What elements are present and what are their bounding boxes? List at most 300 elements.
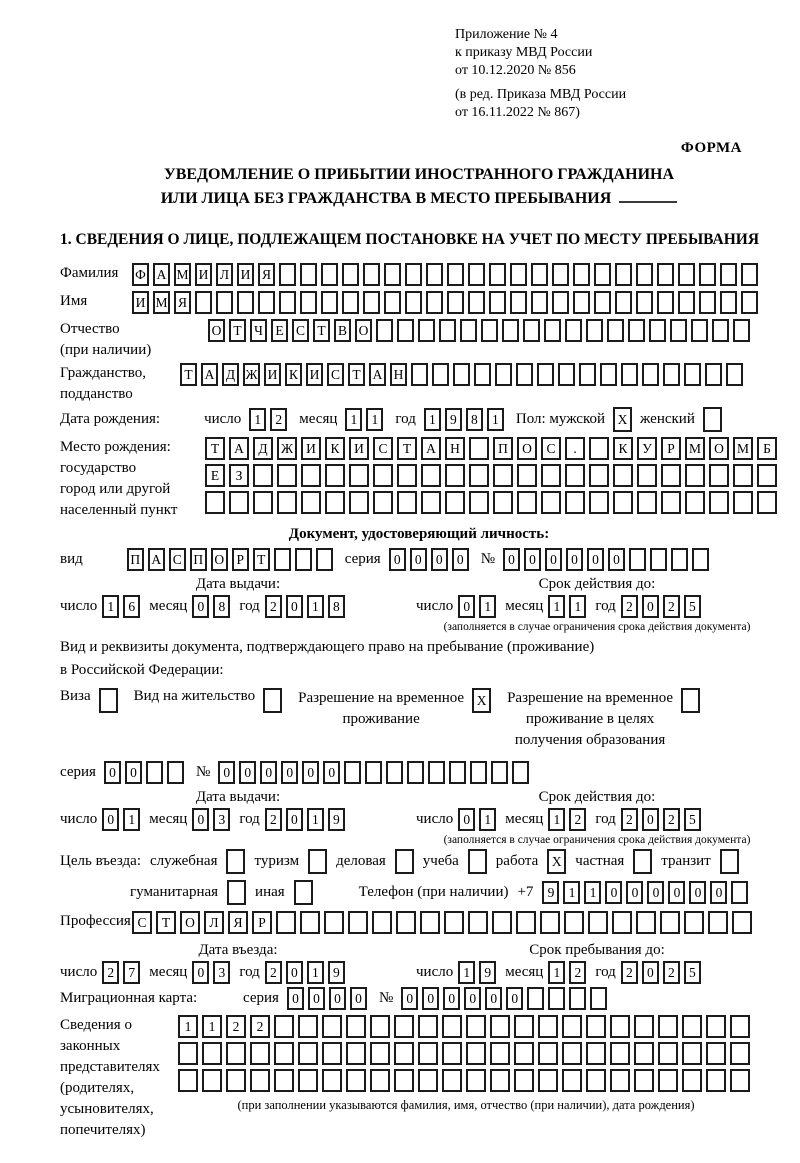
- cell[interactable]: 0: [689, 881, 706, 904]
- cell[interactable]: [322, 1015, 342, 1038]
- cell[interactable]: [384, 291, 401, 314]
- cell[interactable]: [636, 911, 656, 934]
- cell[interactable]: Р: [661, 437, 681, 460]
- cell[interactable]: [586, 1069, 606, 1092]
- cell[interactable]: [733, 464, 753, 487]
- cell[interactable]: [405, 291, 422, 314]
- cell[interactable]: [439, 319, 456, 342]
- cell[interactable]: 0: [587, 548, 604, 571]
- cell[interactable]: [442, 1015, 462, 1038]
- cell[interactable]: А: [421, 437, 441, 460]
- cell[interactable]: [490, 1069, 510, 1092]
- cell[interactable]: [720, 849, 739, 874]
- cell[interactable]: 0: [350, 987, 367, 1010]
- cell[interactable]: [741, 291, 758, 314]
- cell[interactable]: 3: [213, 808, 230, 831]
- cell[interactable]: 0: [464, 987, 481, 1010]
- cell[interactable]: [642, 363, 659, 386]
- cell[interactable]: [346, 1015, 366, 1038]
- cell[interactable]: 0: [218, 761, 235, 784]
- cell[interactable]: [552, 291, 569, 314]
- cell[interactable]: [558, 363, 575, 386]
- cell[interactable]: Д: [253, 437, 273, 460]
- cell[interactable]: 0: [302, 761, 319, 784]
- cell[interactable]: А: [229, 437, 249, 460]
- cell[interactable]: [517, 491, 537, 514]
- cell[interactable]: [466, 1015, 486, 1038]
- sex-female-checkbox[interactable]: [703, 407, 722, 432]
- cell[interactable]: [491, 761, 508, 784]
- cell[interactable]: [637, 491, 657, 514]
- cell[interactable]: [562, 1069, 582, 1092]
- cell[interactable]: [316, 548, 333, 571]
- cell[interactable]: [649, 319, 666, 342]
- purpose-transit-checkbox[interactable]: [720, 849, 739, 874]
- cell[interactable]: [733, 491, 753, 514]
- cell[interactable]: Т: [156, 911, 176, 934]
- cell[interactable]: 3: [213, 961, 230, 984]
- cell[interactable]: [636, 263, 653, 286]
- cell[interactable]: [634, 1042, 654, 1065]
- cell[interactable]: М: [174, 263, 191, 286]
- cell[interactable]: [250, 1069, 270, 1092]
- cell[interactable]: 8: [328, 595, 345, 618]
- cell[interactable]: [613, 464, 633, 487]
- cell[interactable]: [621, 363, 638, 386]
- cell[interactable]: [468, 911, 488, 934]
- cell[interactable]: 1: [102, 595, 119, 618]
- cell[interactable]: [421, 464, 441, 487]
- cell[interactable]: О: [709, 437, 729, 460]
- cell[interactable]: 2: [265, 595, 282, 618]
- cell[interactable]: [634, 1069, 654, 1092]
- cell[interactable]: [661, 491, 681, 514]
- cell[interactable]: [250, 1042, 270, 1065]
- cell[interactable]: [541, 464, 561, 487]
- cell[interactable]: 9: [542, 881, 559, 904]
- cell[interactable]: 5: [684, 595, 701, 618]
- cell[interactable]: П: [127, 548, 144, 571]
- cell[interactable]: [579, 363, 596, 386]
- cell[interactable]: [548, 987, 565, 1010]
- cell[interactable]: [298, 1015, 318, 1038]
- cell[interactable]: [277, 464, 297, 487]
- cell[interactable]: 8: [213, 595, 230, 618]
- cell[interactable]: М: [733, 437, 753, 460]
- cell[interactable]: [552, 263, 569, 286]
- cell[interactable]: [628, 319, 645, 342]
- cell[interactable]: [253, 464, 273, 487]
- cell[interactable]: [321, 291, 338, 314]
- cell[interactable]: [226, 1069, 246, 1092]
- cell[interactable]: [565, 491, 585, 514]
- cell[interactable]: [342, 263, 359, 286]
- cell[interactable]: [490, 1015, 510, 1038]
- cell[interactable]: [741, 263, 758, 286]
- cell[interactable]: С: [541, 437, 561, 460]
- cell[interactable]: [681, 688, 700, 713]
- cell[interactable]: [395, 849, 414, 874]
- cell[interactable]: [407, 761, 424, 784]
- cell[interactable]: 0: [647, 881, 664, 904]
- cell[interactable]: [538, 1015, 558, 1038]
- cell[interactable]: [325, 464, 345, 487]
- cell[interactable]: [394, 1069, 414, 1092]
- cell[interactable]: [229, 491, 249, 514]
- cell[interactable]: [421, 491, 441, 514]
- cell[interactable]: 0: [566, 548, 583, 571]
- cell[interactable]: [274, 1042, 294, 1065]
- cell[interactable]: 1: [458, 961, 475, 984]
- cell[interactable]: П: [190, 548, 207, 571]
- cell[interactable]: Б: [757, 437, 777, 460]
- cell[interactable]: К: [613, 437, 633, 460]
- cell[interactable]: 0: [458, 595, 475, 618]
- cell[interactable]: [298, 1042, 318, 1065]
- cell[interactable]: М: [153, 291, 170, 314]
- cell[interactable]: 0: [287, 987, 304, 1010]
- cell[interactable]: [562, 1042, 582, 1065]
- cell[interactable]: [706, 1015, 726, 1038]
- cell[interactable]: [615, 263, 632, 286]
- cell[interactable]: [376, 319, 393, 342]
- cell[interactable]: [594, 291, 611, 314]
- cell[interactable]: Ж: [243, 363, 260, 386]
- cell[interactable]: [615, 291, 632, 314]
- purpose-business-checkbox[interactable]: [395, 849, 414, 874]
- cell[interactable]: [277, 491, 297, 514]
- cell[interactable]: Д: [222, 363, 239, 386]
- cell[interactable]: [636, 291, 653, 314]
- cell[interactable]: 1: [307, 595, 324, 618]
- purpose-private-checkbox[interactable]: [633, 849, 652, 874]
- cell[interactable]: А: [148, 548, 165, 571]
- cell[interactable]: Т: [229, 319, 246, 342]
- cell[interactable]: X: [547, 849, 566, 874]
- cell[interactable]: [658, 1069, 678, 1092]
- cell[interactable]: [370, 1042, 390, 1065]
- cell[interactable]: [411, 363, 428, 386]
- cell[interactable]: [492, 911, 512, 934]
- cell[interactable]: 2: [270, 408, 287, 431]
- cell[interactable]: 0: [642, 595, 659, 618]
- cell[interactable]: [512, 761, 529, 784]
- cell[interactable]: [569, 987, 586, 1010]
- cell[interactable]: [703, 407, 722, 432]
- cell[interactable]: 1: [548, 808, 565, 831]
- cell[interactable]: [418, 1042, 438, 1065]
- cell[interactable]: X: [613, 407, 632, 432]
- cell[interactable]: 2: [621, 961, 638, 984]
- cell[interactable]: [588, 911, 608, 934]
- cell[interactable]: 1: [249, 408, 266, 431]
- cell[interactable]: С: [292, 319, 309, 342]
- cell[interactable]: Я: [174, 291, 191, 314]
- cell[interactable]: 0: [503, 548, 520, 571]
- cell[interactable]: С: [169, 548, 186, 571]
- cell[interactable]: [365, 761, 382, 784]
- cell[interactable]: [757, 464, 777, 487]
- cell[interactable]: [613, 491, 633, 514]
- cell[interactable]: [460, 319, 477, 342]
- cell[interactable]: [730, 1015, 750, 1038]
- cell[interactable]: [527, 987, 544, 1010]
- cell[interactable]: [502, 319, 519, 342]
- cell[interactable]: 2: [663, 961, 680, 984]
- cell[interactable]: 1: [563, 881, 580, 904]
- cell[interactable]: [258, 291, 275, 314]
- cell[interactable]: [489, 263, 506, 286]
- cell[interactable]: [167, 761, 184, 784]
- cell[interactable]: 0: [260, 761, 277, 784]
- cell[interactable]: [468, 849, 487, 874]
- cell[interactable]: [523, 319, 540, 342]
- cell[interactable]: [709, 491, 729, 514]
- cell[interactable]: 1: [178, 1015, 198, 1038]
- cell[interactable]: [565, 464, 585, 487]
- cell[interactable]: [586, 319, 603, 342]
- cell[interactable]: 0: [642, 961, 659, 984]
- cell[interactable]: Т: [397, 437, 417, 460]
- cell[interactable]: [629, 548, 646, 571]
- cell[interactable]: 8: [466, 408, 483, 431]
- cell[interactable]: [216, 291, 233, 314]
- cell[interactable]: Т: [313, 319, 330, 342]
- cell[interactable]: 0: [239, 761, 256, 784]
- purpose-tourism-checkbox[interactable]: [308, 849, 327, 874]
- cell[interactable]: 1: [569, 595, 586, 618]
- cell[interactable]: Т: [180, 363, 197, 386]
- cell[interactable]: [276, 911, 296, 934]
- cell[interactable]: 1: [479, 808, 496, 831]
- cell[interactable]: [699, 263, 716, 286]
- purpose-humanitarian-checkbox[interactable]: [227, 880, 246, 905]
- cell[interactable]: И: [237, 263, 254, 286]
- cell[interactable]: 1: [479, 595, 496, 618]
- cell[interactable]: [308, 849, 327, 874]
- cell[interactable]: [586, 1015, 606, 1038]
- cell[interactable]: [346, 1042, 366, 1065]
- cell[interactable]: Т: [253, 548, 270, 571]
- cell[interactable]: [610, 1015, 630, 1038]
- cell[interactable]: 1: [345, 408, 362, 431]
- cell[interactable]: 0: [281, 761, 298, 784]
- cell[interactable]: С: [327, 363, 344, 386]
- cell[interactable]: [397, 491, 417, 514]
- cell[interactable]: [342, 291, 359, 314]
- cell[interactable]: 0: [608, 548, 625, 571]
- cell[interactable]: 0: [524, 548, 541, 571]
- cell[interactable]: [682, 1042, 702, 1065]
- cell[interactable]: О: [211, 548, 228, 571]
- cell[interactable]: 2: [569, 808, 586, 831]
- cell[interactable]: 1: [366, 408, 383, 431]
- cell[interactable]: [445, 491, 465, 514]
- cell[interactable]: [274, 1069, 294, 1092]
- cell[interactable]: [301, 491, 321, 514]
- cell[interactable]: [426, 291, 443, 314]
- cell[interactable]: [537, 363, 554, 386]
- cell[interactable]: [447, 291, 464, 314]
- cell[interactable]: [349, 464, 369, 487]
- cell[interactable]: [657, 263, 674, 286]
- cell[interactable]: [684, 363, 701, 386]
- cell[interactable]: [349, 491, 369, 514]
- cell[interactable]: О: [180, 911, 200, 934]
- cell[interactable]: Р: [252, 911, 272, 934]
- cell[interactable]: [544, 319, 561, 342]
- cell[interactable]: 0: [545, 548, 562, 571]
- cell[interactable]: [444, 911, 464, 934]
- cell[interactable]: 0: [192, 595, 209, 618]
- cell[interactable]: [469, 437, 489, 460]
- cell[interactable]: М: [685, 437, 705, 460]
- cell[interactable]: 0: [710, 881, 727, 904]
- cell[interactable]: Ч: [250, 319, 267, 342]
- cell[interactable]: В: [334, 319, 351, 342]
- cell[interactable]: Л: [204, 911, 224, 934]
- cell[interactable]: [468, 291, 485, 314]
- cell[interactable]: 2: [265, 808, 282, 831]
- cell[interactable]: 2: [569, 961, 586, 984]
- cell[interactable]: [541, 491, 561, 514]
- cell[interactable]: [363, 263, 380, 286]
- cell[interactable]: 0: [125, 761, 142, 784]
- cell[interactable]: И: [132, 291, 149, 314]
- temp-residence-checkbox[interactable]: [472, 688, 491, 713]
- cell[interactable]: [564, 911, 584, 934]
- cell[interactable]: [495, 363, 512, 386]
- cell[interactable]: [705, 363, 722, 386]
- cell[interactable]: [428, 761, 445, 784]
- cell[interactable]: [300, 291, 317, 314]
- cell[interactable]: [373, 464, 393, 487]
- cell[interactable]: 0: [506, 987, 523, 1010]
- cell[interactable]: 1: [487, 408, 504, 431]
- cell[interactable]: 0: [452, 548, 469, 571]
- cell[interactable]: 0: [458, 808, 475, 831]
- cell[interactable]: [99, 688, 118, 713]
- cell[interactable]: [726, 363, 743, 386]
- cell[interactable]: [685, 491, 705, 514]
- cell[interactable]: [386, 761, 403, 784]
- cell[interactable]: [396, 911, 416, 934]
- cell[interactable]: [650, 548, 667, 571]
- cell[interactable]: [324, 911, 344, 934]
- cell[interactable]: [670, 319, 687, 342]
- cell[interactable]: 0: [431, 548, 448, 571]
- cell[interactable]: [660, 911, 680, 934]
- cell[interactable]: [384, 263, 401, 286]
- cell[interactable]: [600, 363, 617, 386]
- cell[interactable]: [691, 319, 708, 342]
- cell[interactable]: [418, 319, 435, 342]
- cell[interactable]: [720, 291, 737, 314]
- cell[interactable]: [538, 1042, 558, 1065]
- cell[interactable]: 5: [684, 961, 701, 984]
- cell[interactable]: Т: [348, 363, 365, 386]
- cell[interactable]: О: [208, 319, 225, 342]
- cell[interactable]: Р: [232, 548, 249, 571]
- cell[interactable]: [661, 464, 681, 487]
- cell[interactable]: 1: [202, 1015, 222, 1038]
- cell[interactable]: [466, 1042, 486, 1065]
- cell[interactable]: [394, 1042, 414, 1065]
- cell[interactable]: [301, 464, 321, 487]
- cell[interactable]: К: [325, 437, 345, 460]
- cell[interactable]: 0: [443, 987, 460, 1010]
- cell[interactable]: [468, 263, 485, 286]
- cell[interactable]: 2: [621, 595, 638, 618]
- cell[interactable]: [405, 263, 422, 286]
- cell[interactable]: 0: [286, 961, 303, 984]
- cell[interactable]: [531, 263, 548, 286]
- cell[interactable]: [612, 911, 632, 934]
- cell[interactable]: [586, 1042, 606, 1065]
- cell[interactable]: [634, 1015, 654, 1038]
- cell[interactable]: [295, 548, 312, 571]
- cell[interactable]: [682, 1015, 702, 1038]
- cell[interactable]: [253, 491, 273, 514]
- cell[interactable]: 2: [663, 595, 680, 618]
- cell[interactable]: [397, 319, 414, 342]
- cell[interactable]: [510, 291, 527, 314]
- cell[interactable]: 1: [548, 595, 565, 618]
- residence-permit-checkbox[interactable]: [263, 688, 282, 713]
- cell[interactable]: [466, 1069, 486, 1092]
- cell[interactable]: [589, 491, 609, 514]
- cell[interactable]: [490, 1042, 510, 1065]
- cell[interactable]: [709, 464, 729, 487]
- cell[interactable]: [594, 263, 611, 286]
- sex-male-checkbox[interactable]: [613, 407, 632, 432]
- cell[interactable]: [562, 1015, 582, 1038]
- cell[interactable]: [325, 491, 345, 514]
- purpose-study-checkbox[interactable]: [468, 849, 487, 874]
- cell[interactable]: [420, 911, 440, 934]
- cell[interactable]: [274, 548, 291, 571]
- cell[interactable]: 0: [192, 808, 209, 831]
- cell[interactable]: X: [472, 688, 491, 713]
- cell[interactable]: [706, 1069, 726, 1092]
- cell[interactable]: 2: [250, 1015, 270, 1038]
- cell[interactable]: [540, 911, 560, 934]
- cell[interactable]: [445, 464, 465, 487]
- cell[interactable]: [274, 1015, 294, 1038]
- cell[interactable]: К: [285, 363, 302, 386]
- cell[interactable]: [322, 1042, 342, 1065]
- cell[interactable]: З: [229, 464, 249, 487]
- cell[interactable]: [573, 263, 590, 286]
- cell[interactable]: [178, 1042, 198, 1065]
- cell[interactable]: [279, 291, 296, 314]
- cell[interactable]: Л: [216, 263, 233, 286]
- cell[interactable]: [237, 291, 254, 314]
- cell[interactable]: [344, 761, 361, 784]
- cell[interactable]: 0: [605, 881, 622, 904]
- cell[interactable]: 5: [684, 808, 701, 831]
- cell[interactable]: 1: [548, 961, 565, 984]
- cell[interactable]: 0: [323, 761, 340, 784]
- cell[interactable]: 1: [424, 408, 441, 431]
- cell[interactable]: 0: [192, 961, 209, 984]
- cell[interactable]: [658, 1042, 678, 1065]
- cell[interactable]: [517, 464, 537, 487]
- cell[interactable]: [514, 1042, 534, 1065]
- cell[interactable]: 1: [307, 808, 324, 831]
- cell[interactable]: [514, 1015, 534, 1038]
- cell[interactable]: [671, 548, 688, 571]
